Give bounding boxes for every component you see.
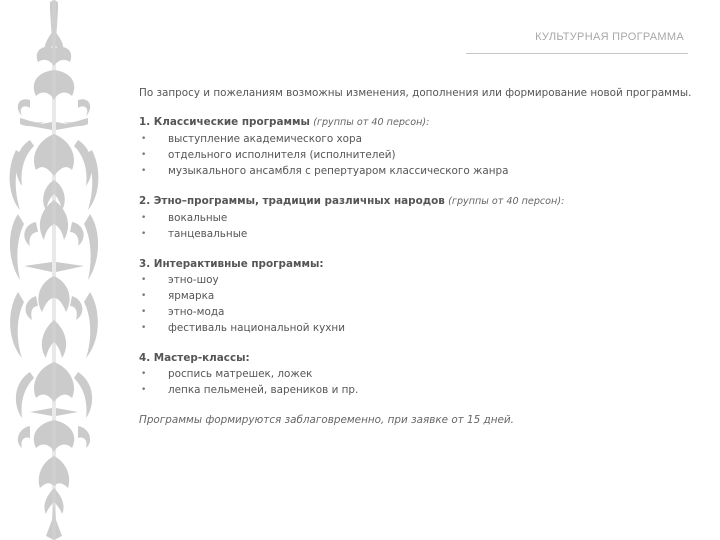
- section-heading: 4. Мастер-классы:: [139, 352, 250, 364]
- bullet-icon: •: [141, 323, 147, 333]
- list-item: [139, 147, 719, 163]
- page-title: КУЛЬТУРНАЯ ПРОГРАММА: [535, 31, 684, 43]
- list-item: [139, 366, 719, 382]
- footer-note: Программы формируются заблаговременно, при заявке от 15 дней.: [139, 414, 514, 426]
- section-title: [139, 193, 719, 210]
- bullet-icon: •: [141, 275, 147, 285]
- list-item: [139, 272, 719, 288]
- section-list: [139, 131, 719, 179]
- bullet-icon: •: [141, 229, 147, 239]
- section-ethno: [139, 193, 719, 242]
- list-item-text: танцевальные: [168, 228, 248, 240]
- bullet-icon: •: [141, 166, 147, 176]
- bullet-icon: •: [141, 291, 147, 301]
- bullet-icon: •: [141, 369, 147, 379]
- damask-ornament-decoration: [0, 0, 108, 540]
- section-title: [139, 256, 719, 272]
- bullet-icon: •: [141, 134, 147, 144]
- list-item-text: отдельного исполнителя (исполнителей): [168, 149, 396, 161]
- section-title: [139, 114, 719, 131]
- list-item: [139, 163, 719, 179]
- list-item: [139, 382, 719, 398]
- program-content: [139, 85, 719, 428]
- list-item: [139, 226, 719, 242]
- list-item-text: этно-шоу: [168, 274, 219, 286]
- bullet-icon: •: [141, 307, 147, 317]
- section-list: [139, 366, 719, 398]
- section-interactive: [139, 256, 719, 336]
- section-heading: 2. Этно–программы, традиции различных народов: [139, 195, 445, 207]
- list-item-text: фестиваль национальной кухни: [168, 322, 345, 334]
- list-item: [139, 210, 719, 226]
- list-item: [139, 131, 719, 147]
- header-divider: [466, 53, 688, 54]
- list-item: [139, 304, 719, 320]
- list-item-text: ярмарка: [168, 290, 215, 302]
- list-item: [139, 288, 719, 304]
- bullet-icon: •: [141, 150, 147, 160]
- list-item-text: лепка пельменей, вареников и пр.: [168, 384, 359, 396]
- intro-text: По запросу и пожеланиям возможны изменения, дополнения или формирование новой программы.: [139, 87, 692, 99]
- list-item-text: роспись матрешек, ложек: [168, 368, 313, 380]
- section-masterclasses: [139, 350, 719, 398]
- bullet-icon: •: [141, 213, 147, 223]
- bullet-icon: •: [141, 385, 147, 395]
- section-list: [139, 272, 719, 336]
- section-list: [139, 210, 719, 242]
- section-note: (группы от 40 персон):: [448, 196, 565, 207]
- section-heading: 1. Классические программы: [139, 116, 310, 128]
- section-heading: 3. Интерактивные программы:: [139, 258, 324, 270]
- list-item-text: выступление академического хора: [168, 133, 362, 145]
- list-item-text: музыкального ансамбля с репертуаром классического жанра: [168, 165, 509, 177]
- list-item: [139, 320, 719, 336]
- list-item-text: вокальные: [168, 212, 228, 224]
- section-title: [139, 350, 719, 366]
- list-item-text: этно-мода: [168, 306, 225, 318]
- section-classical: [139, 114, 719, 179]
- section-note: (группы от 40 персон):: [313, 117, 430, 128]
